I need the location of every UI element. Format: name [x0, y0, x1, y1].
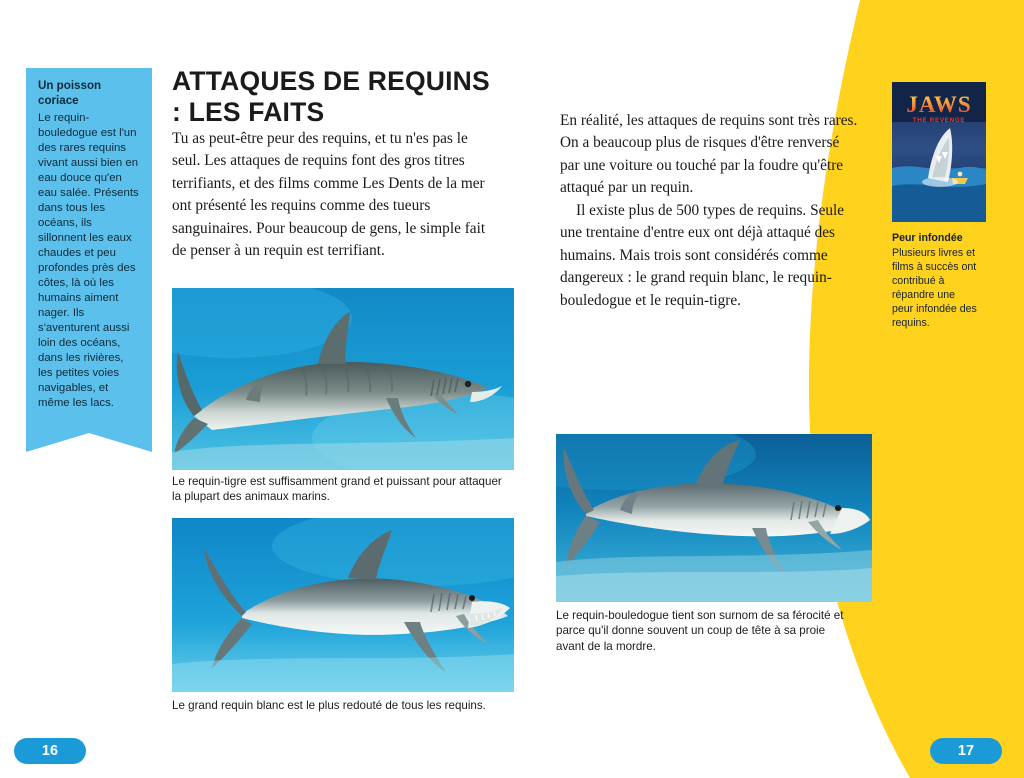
jaws-the-revenge-movie-poster [892, 82, 986, 222]
page-number-left: 16 [14, 738, 86, 764]
paragraph: Tu as peut-être peur des requins, et tu n'es pas le seul. Les attaques de requins font des gros titres terrifiants, et des films comme Les Dents de la mer ont présenté les requins comme des tueurs sanguinaires. Pour beaucoup de gens, le simple fait de penser à un requin est terrifiant. [172, 130, 486, 260]
side-note-title: Peur infondée [892, 232, 963, 244]
sidebar-title: Un poisson coriace [38, 79, 102, 108]
body-column-right [560, 110, 860, 312]
paragraph: En réalité, les attaques de requins sont très rares. On a beaucoup plus de risques d'être renversé par une voiture ou touché par la foudre qu'être attaqué par un requin. [560, 112, 858, 197]
side-note [892, 232, 978, 331]
great-white-shark-photo [172, 518, 514, 692]
figure-caption: Le requin-tigre est suffisamment grand et puissant pour attaquer la plupart des animaux marins. [172, 475, 502, 504]
svg-text:JAWS: JAWS [906, 92, 972, 117]
page-number-right: 17 [930, 738, 1002, 764]
ribbon-tail-icon [26, 426, 152, 452]
svg-text:THE REVENGE: THE REVENGE [912, 117, 966, 124]
side-note-text: Plusieurs livres et films à succès ont contribué à répandre une peur infondée des requins. [892, 246, 977, 329]
body-column-left [172, 128, 490, 263]
tiger-shark-photo [172, 288, 514, 470]
sidebar-ribbon [26, 68, 152, 452]
bull-shark-photo [556, 434, 872, 602]
sidebar-text: Le requin-bouledogue est l'un des rares requins vivant aussi bien en eau douce qu'en eau salée. Présents dans tous les océans, ils sillonnent les eaux chaudes et peu profondes près des côtes, là où les humains aiment nager. Ils s'aventurent aussi loin des océans, dans les rivières, les petites voies navigables, et même les lacs. [38, 111, 139, 410]
sidebar-ribbon-body [26, 68, 152, 426]
paragraph: Il existe plus de 500 types de requins. Seule une trentaine d'entre eux ont déjà attaqué des humains. Mais trois sont considérés comme dangereux : le grand requin blanc, le requin-bouledogue et le requin-tigre. [560, 201, 845, 309]
figure-caption: Le grand requin blanc est le plus redouté de tous les requins. [172, 699, 486, 712]
figure-caption: Le requin-bouledogue tient son surnom de sa férocité et parce qu'il donne souvent un coup de tête à sa proie avant de la mordre. [556, 609, 844, 653]
page-title: ATTAQUES DE REQUINS : LES FAITS [172, 65, 490, 127]
